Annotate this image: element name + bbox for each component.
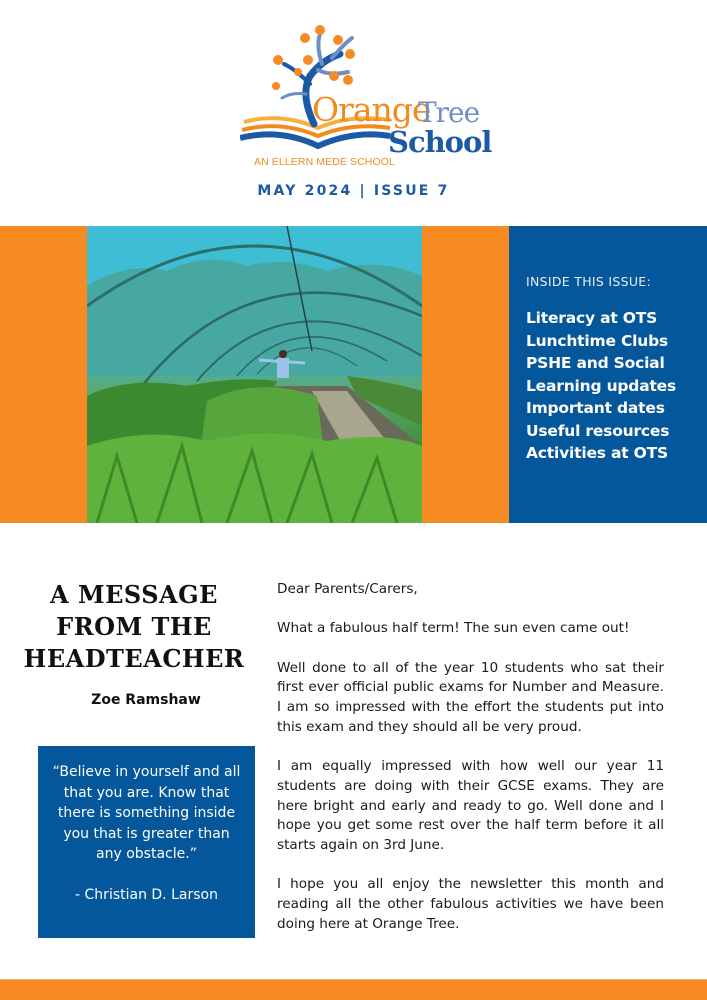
issue-date-line: MAY 2024 | ISSUE 7 (257, 183, 450, 199)
banner (0, 226, 707, 523)
inside-item-useful-resources: Useful resources (526, 421, 670, 440)
logo-word-school: School (388, 125, 492, 159)
letter-paragraph: What a fabulous half term! The sun even came out! (277, 620, 630, 637)
title-line-3: HEADTEACHER (23, 644, 245, 673)
inside-item-learning-updates: Learning updates (526, 376, 676, 395)
letter-paragraph: Well done to all of the year 10 students who sat their first ever official public exams for Number and Measure. I am so impressed with the effort the students put into this exam and they should all be very proud. (277, 659, 664, 735)
quote-author: - Christian D. Larson (75, 886, 218, 903)
title-line-1: A MESSAGE (50, 580, 218, 609)
inside-item-lunchtime-clubs: Lunchtime Clubs (526, 331, 668, 350)
headteacher-letter (277, 580, 664, 954)
inside-this-issue-panel (509, 226, 707, 523)
title-line-2: FROM THE (56, 612, 212, 641)
inside-item-pshe-social: PSHE and Social (526, 354, 665, 372)
inside-item-important-dates: Important dates (526, 399, 665, 417)
letter-paragraph: I am equally impressed with how well our year 11 students are doing with their GCSE exams. They are here bright and early and ready to go. Well done and I hope you get some rest over the half term before it all starts again on 3rd June. (277, 758, 664, 854)
logo-word-tree: Tree (418, 96, 480, 129)
greenhouse-photo (87, 226, 422, 523)
quote-box (38, 746, 255, 938)
headteacher-name: Zoe Ramshaw (91, 692, 201, 708)
inside-this-issue-label: INSIDE THIS ISSUE: (526, 274, 651, 289)
greenhouse-photo-illustration (87, 226, 422, 523)
headteacher-section-title (18, 579, 250, 675)
inside-item-activities: Activities at OTS (526, 444, 668, 462)
banner-orange-block-right (422, 226, 509, 523)
inside-this-issue-list (526, 307, 707, 465)
inside-item-literacy: Literacy at OTS (526, 309, 658, 327)
banner-orange-block-left (0, 226, 87, 523)
footer-orange-stripe (0, 979, 707, 1000)
quote-text: “Believe in yourself and all that you are. Know that there is something inside you that is greater than any obstacle.” (52, 764, 241, 862)
letter-greeting: Dear Parents/Carers, (277, 581, 418, 597)
logo-subtitle: AN ELLERN MEDE SCHOOL (254, 156, 395, 168)
school-logo (240, 24, 492, 174)
logo-word-orange: Orange (312, 90, 431, 129)
letter-paragraph: I hope you all enjoy the newsletter this month and reading all the other fabulous activities we have been doing here at Orange Tree. (277, 876, 664, 932)
